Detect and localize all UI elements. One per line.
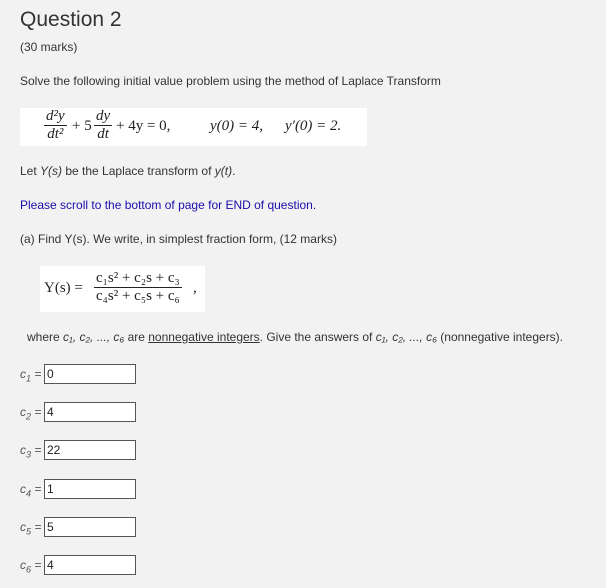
answer-label: $c_6$ = [20, 558, 42, 575]
c5-input[interactable] [44, 517, 136, 537]
answer-label: $c_3$ = [20, 443, 42, 460]
nonnegative-integers-underlined: nonnegative integers [148, 330, 260, 344]
ys-comma: , [193, 280, 197, 296]
ys-numerator: c₁s² + c₂s + c₃ [96, 270, 180, 286]
question-marks: (30 marks) [20, 40, 78, 54]
text-fragment: are [124, 330, 149, 344]
first-derivative-fraction [94, 108, 112, 143]
text-fragment: be the Laplace transform of [62, 164, 215, 178]
math-vars: c₁, c₂, ..., c₆ [63, 330, 125, 344]
c1-input[interactable] [44, 364, 136, 384]
text-fragment: . [232, 164, 236, 178]
ys-denominator: c₄s² + c₅s + c₆ [96, 288, 180, 304]
equation-rest: + 4y = 0, [116, 118, 171, 134]
c2-input[interactable] [44, 402, 136, 422]
answer-label: $c_2$ = [20, 405, 42, 422]
c6-input[interactable] [44, 555, 136, 575]
math-ys: Y(s) [40, 164, 63, 178]
fraction-denominator: dt [97, 126, 109, 142]
math-yt: y(t) [214, 164, 233, 178]
fraction-numerator: dy [96, 108, 111, 124]
initial-condition-2: y′(0) = 2. [285, 118, 342, 134]
ys-fraction [94, 270, 182, 305]
ys-lhs: Y(s) = [44, 280, 83, 296]
plus-five: + 5 [72, 118, 92, 134]
ode-equation [20, 108, 367, 146]
scroll-note: Please scroll to the bottom of page for END of question. [20, 198, 317, 212]
text-fragment: Let [20, 164, 41, 178]
answer-instructions [27, 330, 563, 344]
fraction-numerator: d²y [46, 108, 65, 124]
initial-condition-1: y(0) = 4, [210, 118, 264, 134]
answer-label: $c_1$ = [20, 367, 42, 384]
question-instruction: Solve the following initial value problem using the method of Laplace Transform [20, 74, 441, 88]
text-fragment: where [27, 330, 64, 344]
question-title: Question 2 [20, 8, 122, 31]
part-a-prompt: (a) Find Y(s). We write, in simplest fraction form, (12 marks) [20, 232, 337, 246]
text-fragment: (nonnegative integers). [436, 330, 564, 344]
text-fragment: . Give the answers of [259, 330, 376, 344]
answer-label: $c_5$ = [20, 520, 42, 537]
c4-input[interactable] [44, 479, 136, 499]
fraction-denominator: dt² [47, 126, 64, 142]
answer-label: $c_4$ = [20, 482, 42, 499]
laplace-definition [20, 164, 235, 178]
ys-formula [40, 266, 205, 312]
math-vars: c₁, c₂, ..., c₆ [375, 330, 437, 344]
second-derivative-fraction [44, 108, 67, 143]
c3-input[interactable] [44, 440, 136, 460]
